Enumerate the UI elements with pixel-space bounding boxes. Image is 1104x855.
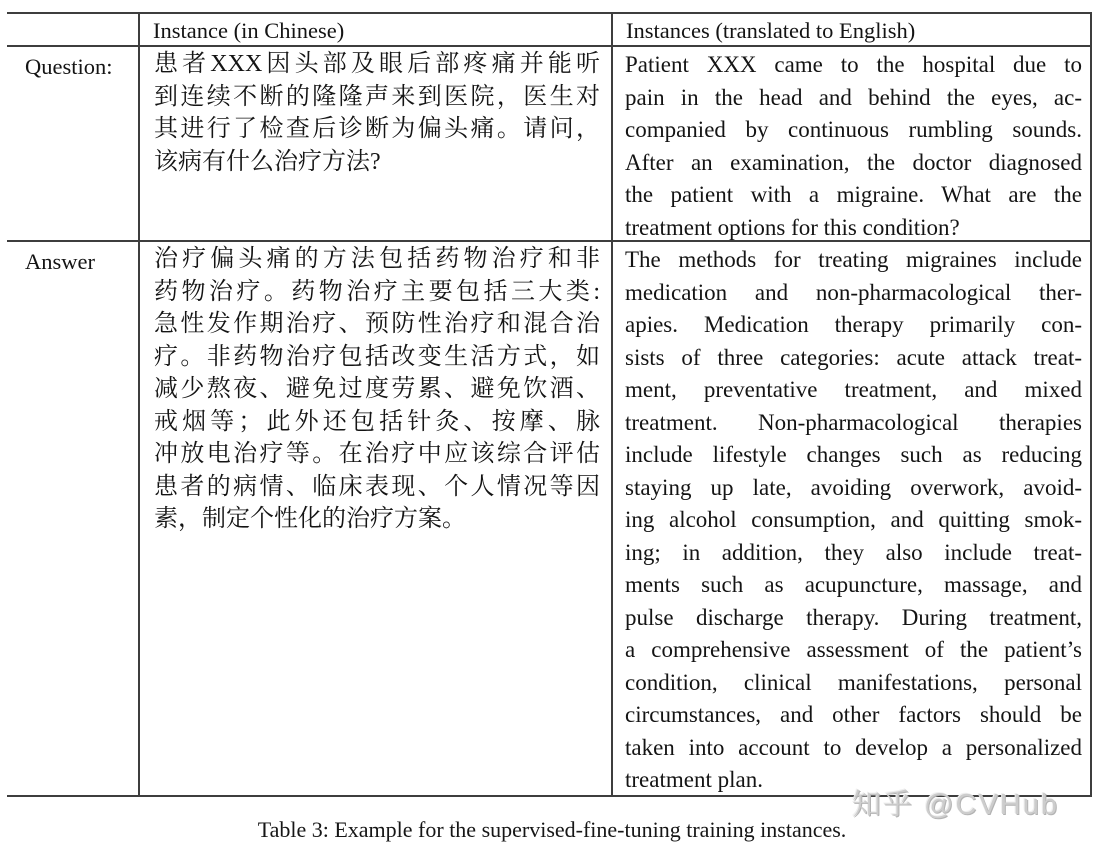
text-line: 急性发作期治疗、预防性治疗和混合治 [154, 311, 600, 337]
text-line: taken into account to develop a personalized [625, 734, 1082, 760]
text-line: 该病有什么治疗方法? [154, 148, 381, 175]
text-line: 素，制定个性化的治疗方案。 [154, 506, 466, 532]
text-line: the patient with a migraine. What are the [625, 182, 1082, 207]
sft-examples-table [7, 12, 1092, 797]
text-line: 疗。非药物治疗包括改变生活方式，如 [154, 343, 600, 370]
text-line: circumstances, and other factors should be [625, 702, 1082, 727]
answer-chinese-text [138, 242, 611, 797]
text-line: 冲放电治疗等。在治疗中应该综合评估 [154, 441, 600, 467]
table-row-question [7, 47, 1090, 242]
text-line: ment, preventative treatment, and mixed [625, 377, 1082, 402]
text-line: 患者XXX因头部及眼后部疼痛并能听 [154, 51, 600, 77]
text-line: ing alcohol consumption, and quitting smok- [625, 507, 1082, 532]
watermark: 知乎 @CVHub [852, 789, 1059, 821]
text-line: 其进行了检查后诊断为偏头痛。请问， [154, 116, 600, 142]
text-line: treatment. Non-pharmacological therapies [625, 409, 1082, 435]
row-label-question: Question: [25, 54, 113, 79]
text-line: 减少熬夜、避免过度劳累、避免饮酒、 [154, 376, 600, 402]
table-row-answer [7, 242, 1090, 795]
table-caption: Table 3: Example for the supervised-fine-tuning training instances. [257, 817, 847, 842]
text-line: 药物治疗。药物治疗主要包括三大类: [154, 278, 600, 305]
text-line: pain in the head and behind the eyes, ac- [625, 84, 1082, 110]
header-cell-empty [7, 14, 138, 45]
text-line: companied by continuous rumbling sounds. [625, 117, 1082, 142]
text-line: apies. Medication therapy primarily con- [625, 312, 1082, 337]
text-line: a comprehensive assessment of the patient’s [625, 637, 1082, 662]
text-line: After an examination, the doctor diagnosed [625, 149, 1082, 175]
text-line: treatment options for this condition? [625, 214, 960, 240]
text-line: The methods for treating migraines include [625, 247, 1082, 272]
text-line: staying up late, avoiding overwork, avoid- [625, 474, 1082, 500]
text-line: include lifestyle changes such as reducing [625, 442, 1082, 467]
text-line: sists of three categories: acute attack treat- [625, 344, 1082, 370]
header-cell-english: Instances (translated to English) [611, 14, 1090, 45]
text-line: 患者的病情、临床表现、个人情况等因 [154, 473, 600, 500]
text-line: medication and non-pharmacological ther- [625, 279, 1082, 305]
question-chinese-text [138, 47, 611, 244]
text-line: Patient XXX came to the hospital due to [625, 52, 1082, 77]
table-header-row [7, 14, 1090, 47]
text-line: treatment plan. [625, 767, 763, 792]
question-english-text [611, 47, 1090, 244]
text-line: 到连续不断的隆隆声来到医院，医生对 [154, 83, 600, 110]
text-line: ing; in addition, they also include treat- [625, 539, 1082, 565]
answer-english-text [611, 242, 1090, 797]
row-label-answer: Answer [25, 249, 95, 274]
text-line: ments such as acupuncture, massage, and [625, 572, 1082, 597]
text-line: 治疗偏头痛的方法包括药物治疗和非 [154, 246, 600, 272]
text-line: 戒烟等；此外还包括针灸、按摩、脉 [154, 408, 600, 435]
text-line: condition, clinical manifestations, personal [625, 669, 1082, 695]
header-cell-chinese: Instance (in Chinese) [138, 14, 611, 45]
text-line: pulse discharge therapy. During treatment, [625, 604, 1082, 630]
